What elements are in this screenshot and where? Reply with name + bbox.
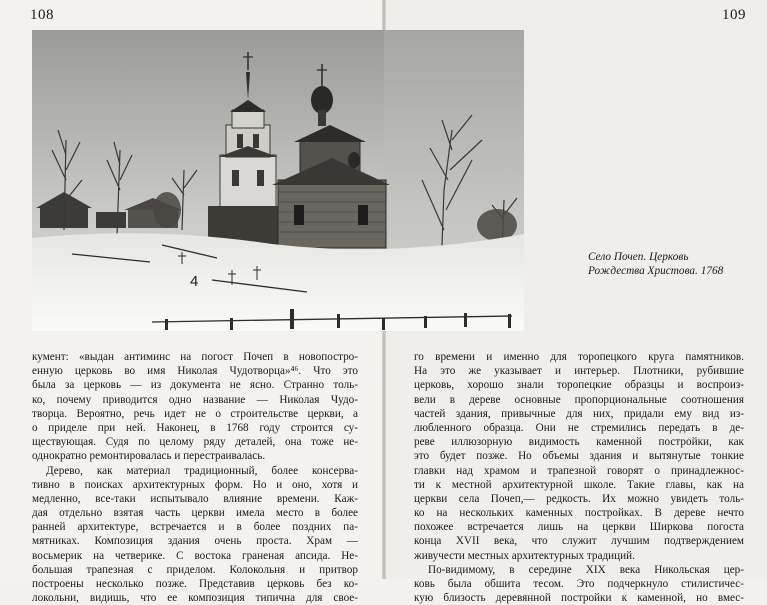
page-number-left: 108 [30,7,54,23]
snow-ground [32,233,524,331]
photo-marking: 4 [190,273,199,290]
text-line: ко, почему приводится одно название — Николая Чудо- [32,393,358,406]
right-text-column [414,350,744,605]
text-line: построены несколько позже. Представив церковь без ко- [32,578,358,590]
text-line: локольни, видишь, что ее композиция типична для свое- [32,592,358,605]
text-line: ти к местной архитектурной школе. Такие главы, как на [414,478,744,491]
text-line: дая отдельно взятая часть церкви имела место в более [32,507,358,520]
text-line: конца XVII века, что служит лучшим подтверждением [414,535,744,548]
text-line: была за церковь — из документа не ясно. Странно толь- [32,379,358,392]
text-line: похожее встречается лишь на церкви Ширкова погоста [414,521,744,534]
text-line: енную церковь во имя Николая Чудотворца»⁴⁶. Что это [32,365,358,378]
text-line: творца. Вероятно, речь идет не о строительстве церкви, а [32,407,358,420]
text-line: главки над храмом и трапезной говорят о принадлежнос- [414,464,744,477]
text-line: кую близость деревянной постройки к каменной, но вмес- [414,592,744,605]
text-line: это будет позже. Но объемы здания и вытянутые тонкие [414,450,744,463]
text-line: ранней архитектуре, встречается и в более поздних па- [32,521,358,534]
text-line: Дерево, как материал традиционный, более консерва- [46,464,358,477]
text-line: церкви села Почеп,— редкость. Их можно увидеть толь- [414,492,744,505]
text-line: живучести местных архитектурных традиций. [414,549,635,562]
text-line: ществующая. Судя по целому ряду деталей, она тоже не- [32,436,358,449]
text-line: мятниках. Композиция здания очень проста. Храм — [32,535,358,548]
text-line: вели в дереве основные пропорциональные соотношения [414,393,744,406]
text-line: На это же указывает и интерьер. Плотники, рубившие [414,365,744,378]
text-line: кумент: «выдан антиминс на погост Почеп в новопостро- [32,351,358,363]
text-line: тивно в поисках архитектурных форм. Но и оно, хотя и [32,478,358,491]
text-line: ко на нескольких каменных постройках. В дереве нечто [414,507,744,520]
text-line: реве иллюзорную видимость каменной постройки, как [414,436,744,449]
text-line: большая трапезная с приделом. Колокольня и притвор [32,563,358,576]
caption-line: Рождества Христова. 1768 [588,265,724,277]
text-line: однократно ремонтировалась и перестраивалась. [32,450,266,463]
text-line: о приделе при ней. Наконец, в 1768 году строится су- [32,421,358,434]
text-line: ковь была обшита тесом. Это подчеркнуло стилистичес- [414,578,744,590]
photo-caption [588,250,758,278]
text-line: церковь, хорошо знали торопецкие образцы и воспроиз- [414,379,744,392]
text-line: восьмерик на четверике. С востока граненая апсида. Не- [32,549,358,562]
text-line: частей здания, привычные для них, придали ему вид из- [414,407,744,420]
text-line: любленного образца. Они не стремились передать в де- [414,421,744,434]
text-line: медленно, все-таки испытывало влияние времени. Каж- [32,492,358,505]
church-photograph [32,30,524,331]
page-number-right: 109 [722,7,746,23]
left-text-column [32,350,358,605]
caption-line: Село Почеп. Церковь [588,251,689,263]
text-line: го времени и именно для торопецкого круга памятников. [414,351,744,363]
text-line: По-видимому, в середине XIX века Никольская цер- [428,563,744,576]
